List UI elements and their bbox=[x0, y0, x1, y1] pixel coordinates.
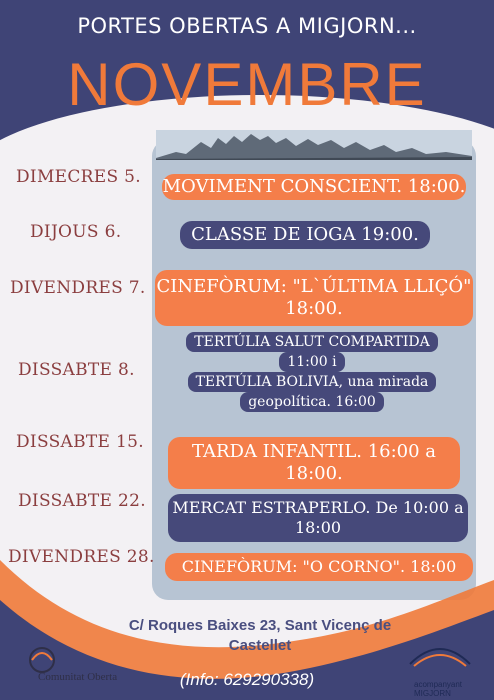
event-text-line1: TERTÚLIA SALUT COMPARTIDA bbox=[186, 332, 437, 352]
event-pill-4 bbox=[170, 332, 454, 412]
event-text-line2: 18:00 bbox=[294, 518, 342, 537]
event-text-line2: 18:00. bbox=[285, 463, 343, 484]
migjorn-logo-icon bbox=[400, 634, 480, 674]
event-pill-1 bbox=[162, 174, 466, 200]
day-label-7: DIVENDRES 28. bbox=[8, 547, 155, 567]
event-text-line1: CINEFÒRUM: "L`ÚLTIMA LLIÇÓ" bbox=[156, 276, 472, 297]
event-text-line1: TARDA INFANTIL. 16:00 a bbox=[191, 441, 437, 462]
event-text: CINEFÒRUM: "O CORNO". 18:00 bbox=[181, 557, 457, 576]
mountains-image bbox=[156, 130, 472, 160]
address-line2: Castellet bbox=[228, 637, 292, 654]
event-pill-5 bbox=[168, 437, 460, 489]
event-text-line2: 11:00 i bbox=[279, 352, 344, 372]
address-line1: C/ Roques Baixes 23, Sant Vicenç de bbox=[128, 617, 392, 634]
day-label-1: DIMECRES 5. bbox=[16, 167, 141, 187]
day-label-4: DISSABTE 8. bbox=[18, 360, 135, 380]
day-label-5: DISSABTE 15. bbox=[16, 432, 144, 452]
event-text: MOVIMENT CONSCIENT. 18:00. bbox=[162, 176, 466, 197]
day-label-3: DIVENDRES 7. bbox=[10, 278, 146, 298]
event-pill-3 bbox=[155, 270, 473, 326]
info-phone: (Info: 629290338) bbox=[179, 670, 315, 689]
event-text-line1: MERCAT ESTRAPERLO. De 10:00 a bbox=[172, 498, 464, 517]
event-text-line3: TERTÚLIA BOLIVIA, una mirada bbox=[188, 372, 437, 392]
logo-left-text: Comunitat Oberta bbox=[38, 671, 118, 683]
day-label-6: DISSABTE 22. bbox=[18, 491, 146, 511]
event-text: CLASSE DE IOGA 19:00. bbox=[191, 224, 419, 245]
event-pill-2 bbox=[180, 221, 430, 249]
logo-right-text: acompanyant MIGJORN bbox=[414, 680, 463, 698]
month-title: NOVEMBRE bbox=[67, 51, 427, 118]
event-text-line2: 18:00. bbox=[285, 298, 343, 319]
day-label-2: DIJOUS 6. bbox=[30, 222, 122, 242]
event-pill-6 bbox=[168, 494, 468, 542]
page-title: PORTES OBERTAS A MIGJORN... bbox=[77, 14, 417, 38]
event-text-line4: geopolítica. 16:00 bbox=[240, 392, 384, 412]
